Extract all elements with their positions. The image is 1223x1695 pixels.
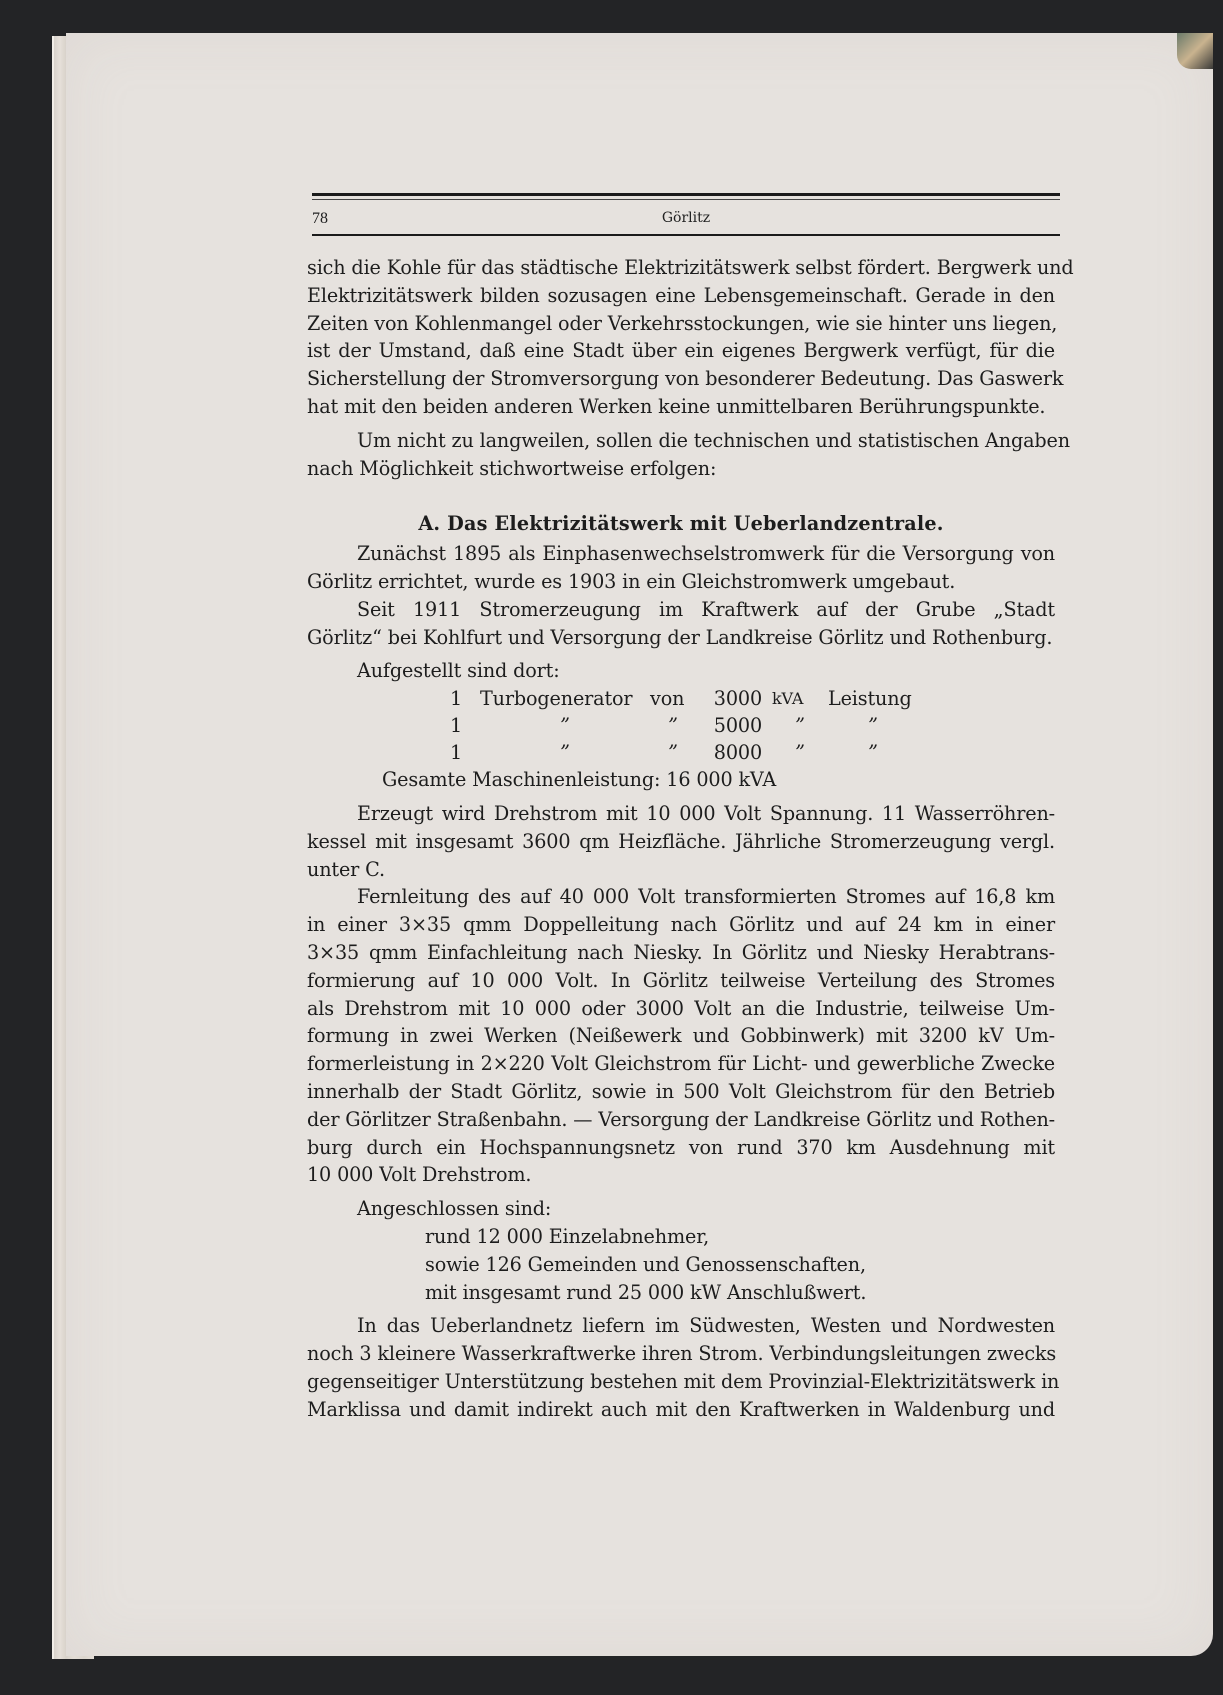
paragraph-production xyxy=(307,800,1055,883)
text-line: In das Ueberlandnetz liefern im Südwesten, Westen und Nordwesten xyxy=(357,1314,1055,1338)
installed-label: Aufgestellt sind dort: xyxy=(357,659,560,683)
text-line: hat mit den beiden anderen Werken keine unmittelbaren Berührungspunkte. xyxy=(307,394,1046,418)
page-corner xyxy=(1177,33,1213,69)
text-line: Görlitz“ bei Kohlfurt und Versorgung der Landkreise Görlitz und Rothenburg. xyxy=(307,625,1053,649)
text-line: Görlitz errichtet, wurde es 1903 in ein Gleichstromwerk umgebaut. xyxy=(307,569,956,593)
generator-count: 1 xyxy=(450,714,463,738)
text-line: ist der Umstand, daß eine Stadt über ein eigenes Bergwerk verfügt, für die xyxy=(307,339,1055,363)
running-header xyxy=(312,193,1060,236)
ditto-mark: ” xyxy=(668,741,678,765)
text-line: gegenseitiger Unterstützung bestehen mit dem Provinzial-Elektrizitätswerk in xyxy=(307,1369,1060,1393)
ditto-mark: ” xyxy=(868,714,878,738)
text-line: noch 3 kleinere Wasserkraftwerke ihren Strom. Verbindungsleitungen zwecks xyxy=(307,1342,1057,1366)
generator-row xyxy=(307,712,1055,739)
text-line: Elektrizitätswerk bilden sozusagen eine Lebensgemeinschaft. Gerade in den xyxy=(307,283,1055,307)
paragraph-method xyxy=(307,427,1070,483)
text-line: Sicherstellung der Stromversorgung von besonderer Bedeutung. Das Gaswerk xyxy=(307,367,1064,391)
text-line: formierung auf 10 000 Volt. In Görlitz teilweise Verteilung des Stromes xyxy=(307,968,1055,992)
generator-value: 3000 xyxy=(713,687,762,711)
text-line: nach Möglichkeit stichwortweise erfolgen: xyxy=(307,456,717,480)
generator-value: 8000 xyxy=(713,741,762,765)
generator-von: von xyxy=(650,687,685,711)
text-line: Erzeugt wird Drehstrom mit 10 000 Volt Spannung. 11 Wasserröhren- xyxy=(357,801,1055,825)
generator-value: 5000 xyxy=(713,714,762,738)
text-line: in einer 3×35 qmm Doppelleitung nach Görlitz und auf 24 km in einer xyxy=(307,913,1055,937)
text-line: Marklissa und damit indirekt auch mit den Kraftwerken in Waldenburg und xyxy=(307,1397,1055,1421)
page-number: 78 xyxy=(312,210,328,227)
text-line: kessel mit insgesamt 3600 qm Heizfläche. Jährliche Stromerzeugung vergl. xyxy=(307,829,1055,853)
connected-item: mit insgesamt rund 25 000 kW Anschlußwert. xyxy=(425,1280,867,1304)
generator-table xyxy=(307,685,1055,766)
body-text xyxy=(307,254,1074,1423)
installed-equipment xyxy=(307,657,1055,794)
total-capacity: Gesamte Maschinenleistung: 16 000 kVA xyxy=(382,768,777,792)
connected-item: rund 12 000 Einzelabnehmer, xyxy=(425,1224,710,1248)
paragraph-network xyxy=(307,1312,1060,1423)
text-line: Um nicht zu langweilen, sollen die technischen und statistischen Angaben xyxy=(357,428,1070,452)
text-line: formung in zwei Werken (Neißewerk und Gobbinwerk) mit 3200 kV Um- xyxy=(307,1024,1055,1048)
ditto-mark: ” xyxy=(560,714,570,738)
ditto-mark: ” xyxy=(560,741,570,765)
text-line: als Drehstrom mit 10 000 oder 3000 Volt an die Industrie, teilweise Um- xyxy=(307,996,1055,1020)
header-rule-thin xyxy=(312,199,1060,200)
header-rule-bottom xyxy=(312,234,1060,236)
section-heading: A. Das Elektrizitätswerk mit Ueberlandzentrale. xyxy=(418,512,944,536)
connected-consumers xyxy=(307,1195,1055,1306)
generator-type: Turbogenerator xyxy=(480,687,633,711)
text-line: burg durch ein Hochspannungsnetz von rund 370 km Ausdehnung mit xyxy=(307,1135,1055,1159)
text-line: 10 000 Volt Drehstrom. xyxy=(307,1163,532,1187)
text-line: innerhalb der Stadt Görlitz, sowie in 500 Volt Gleichstrom für den Betrieb xyxy=(307,1079,1055,1103)
text-line: 3×35 qmm Einfachleitung nach Niesky. In Görlitz und Niesky Herabtrans- xyxy=(307,940,1055,964)
paragraph-since-1911 xyxy=(307,596,1055,652)
text-line: Zunächst 1895 als Einphasenwechselstromwerk für die Versorgung von xyxy=(357,542,1055,566)
ditto-mark: ” xyxy=(668,714,678,738)
paragraph-intro xyxy=(307,254,1074,421)
generator-label: Leistung xyxy=(828,687,912,711)
text-line: Zeiten von Kohlenmangel oder Verkehrsstockungen, wie sie hinter uns liegen, xyxy=(307,311,1058,335)
ditto-mark: ” xyxy=(795,741,805,765)
ditto-mark: ” xyxy=(795,714,805,738)
text-line: der Görlitzer Straßenbahn. — Versorgung der Landkreise Görlitz und Rothen- xyxy=(307,1107,1055,1131)
paragraph-history xyxy=(307,540,1055,596)
running-title: Görlitz xyxy=(661,210,711,226)
text-line: Fernleitung des auf 40 000 Volt transformierten Stromes auf 16,8 km xyxy=(357,885,1055,909)
generator-count: 1 xyxy=(450,741,463,765)
generator-unit: kVA xyxy=(772,689,804,709)
paragraph-transmission xyxy=(307,883,1055,1189)
text-line: formerleistung in 2×220 Volt Gleichstrom für Licht- und gewerbliche Zwecke xyxy=(307,1052,1055,1076)
connected-label: Angeschlossen sind: xyxy=(357,1197,552,1221)
text-line: sich die Kohle für das städtische Elektrizitätswerk selbst fördert. Bergwerk und xyxy=(307,256,1074,279)
generator-row xyxy=(307,685,1055,712)
text-line: unter C. xyxy=(307,857,385,881)
connected-item: sowie 126 Gemeinden und Genossenschaften, xyxy=(425,1252,866,1276)
generator-count: 1 xyxy=(450,687,463,711)
generator-row xyxy=(307,739,1055,766)
ditto-mark: ” xyxy=(868,741,878,765)
text-line: Seit 1911 Stromerzeugung im Kraftwerk auf der Grube „Stadt xyxy=(357,597,1055,621)
header-rule-top xyxy=(312,193,1060,196)
